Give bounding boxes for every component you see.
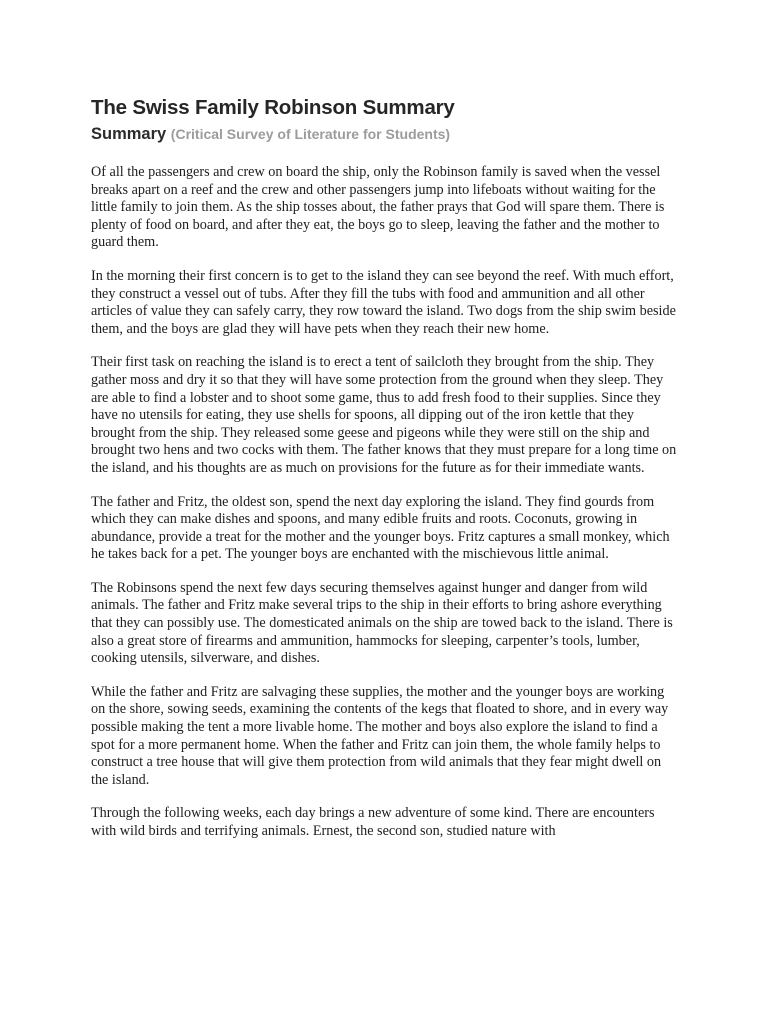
summary-heading: Summary	[91, 125, 171, 143]
paragraph: In the morning their first concern is to get to the island they can see beyond the reef. With much effort, they construct a vessel out of tubs. After they fill the tubs with food and ammunition and all other articles of value they can safely carry, they row toward the island. Two dogs from the ship swim beside them, and the boys are glad they will have pets when they reach their new home.	[91, 267, 676, 337]
paragraph: Their first task on reaching the island is to erect a tent of sailcloth they brought from the ship. They gather moss and dry it so that they will have some protection from the ground when they sleep. They are able to find a lobster and to shoot some game, thus to add fresh food to their supplies. Since they have no utensils for eating, they use shells for spoons, all dipping out of the iron kettle that they brought from the ship. They released some geese and pigeons while they were still on the ship and brought two hens and two cocks with them. The father knows that they must prepare for a long time on the island, and his thoughts are as much on provisions for the future as for their immediate wants.	[91, 354, 677, 476]
subtitle-row	[91, 123, 678, 146]
paragraph: The father and Fritz, the oldest son, spend the next day exploring the island. They find gourds from which they can make dishes and spoons, and many edible fruits and roots. Coconuts, growing in abundance, provide a treat for the mother and the younger boys. Fritz captures a small monkey, which he takes back for a pet. The younger boys are enchanted with the mischievous little animal.	[91, 493, 670, 563]
paragraph: Through the following weeks, each day brings a new adventure of some kind. There are encounters with wild birds and terrifying animals. Ernest, the second son, studied nature with	[91, 805, 655, 839]
source-label: (Critical Survey of Literature for Students)	[170, 126, 451, 142]
paragraph: The Robinsons spend the next few days securing themselves against hunger and danger from wild animals. The father and Fritz make several trips to the ship in their efforts to bring ashore everything that they can possibly use. The domesticated animals on the ship are towed back to the island. There is also a great store of firearms and ammunition, hammocks for sleeping, carpenter’s tools, lumber, cooking utensils, silverware, and dishes.	[91, 579, 673, 667]
paragraph: While the father and Fritz are salvaging these supplies, the mother and the younger boys are working on the shore, sowing seeds, examining the contents of the kegs that floated to shore, and in every way possible making the tent a more livable home. The mother and boys also explore the island to find a spot for a more permanent home. When the father and Fritz can join them, the whole family helps to construct a tree house that will give them protection from wild animals that they fear might dwell on the island.	[91, 683, 669, 788]
paragraph: Of all the passengers and crew on board the ship, only the Robinson family is saved when the vessel breaks apart on a reef and the crew and other passengers jump into lifeboats without waiting for the little family to join them. As the ship tosses about, the father prays that God will spare them. There is plenty of food on board, and after they eat, the boys go to sleep, leaving the father and the mother to guard them.	[91, 164, 665, 251]
summary-body	[91, 164, 678, 841]
page-title: The Swiss Family Robinson Summary	[91, 96, 455, 119]
